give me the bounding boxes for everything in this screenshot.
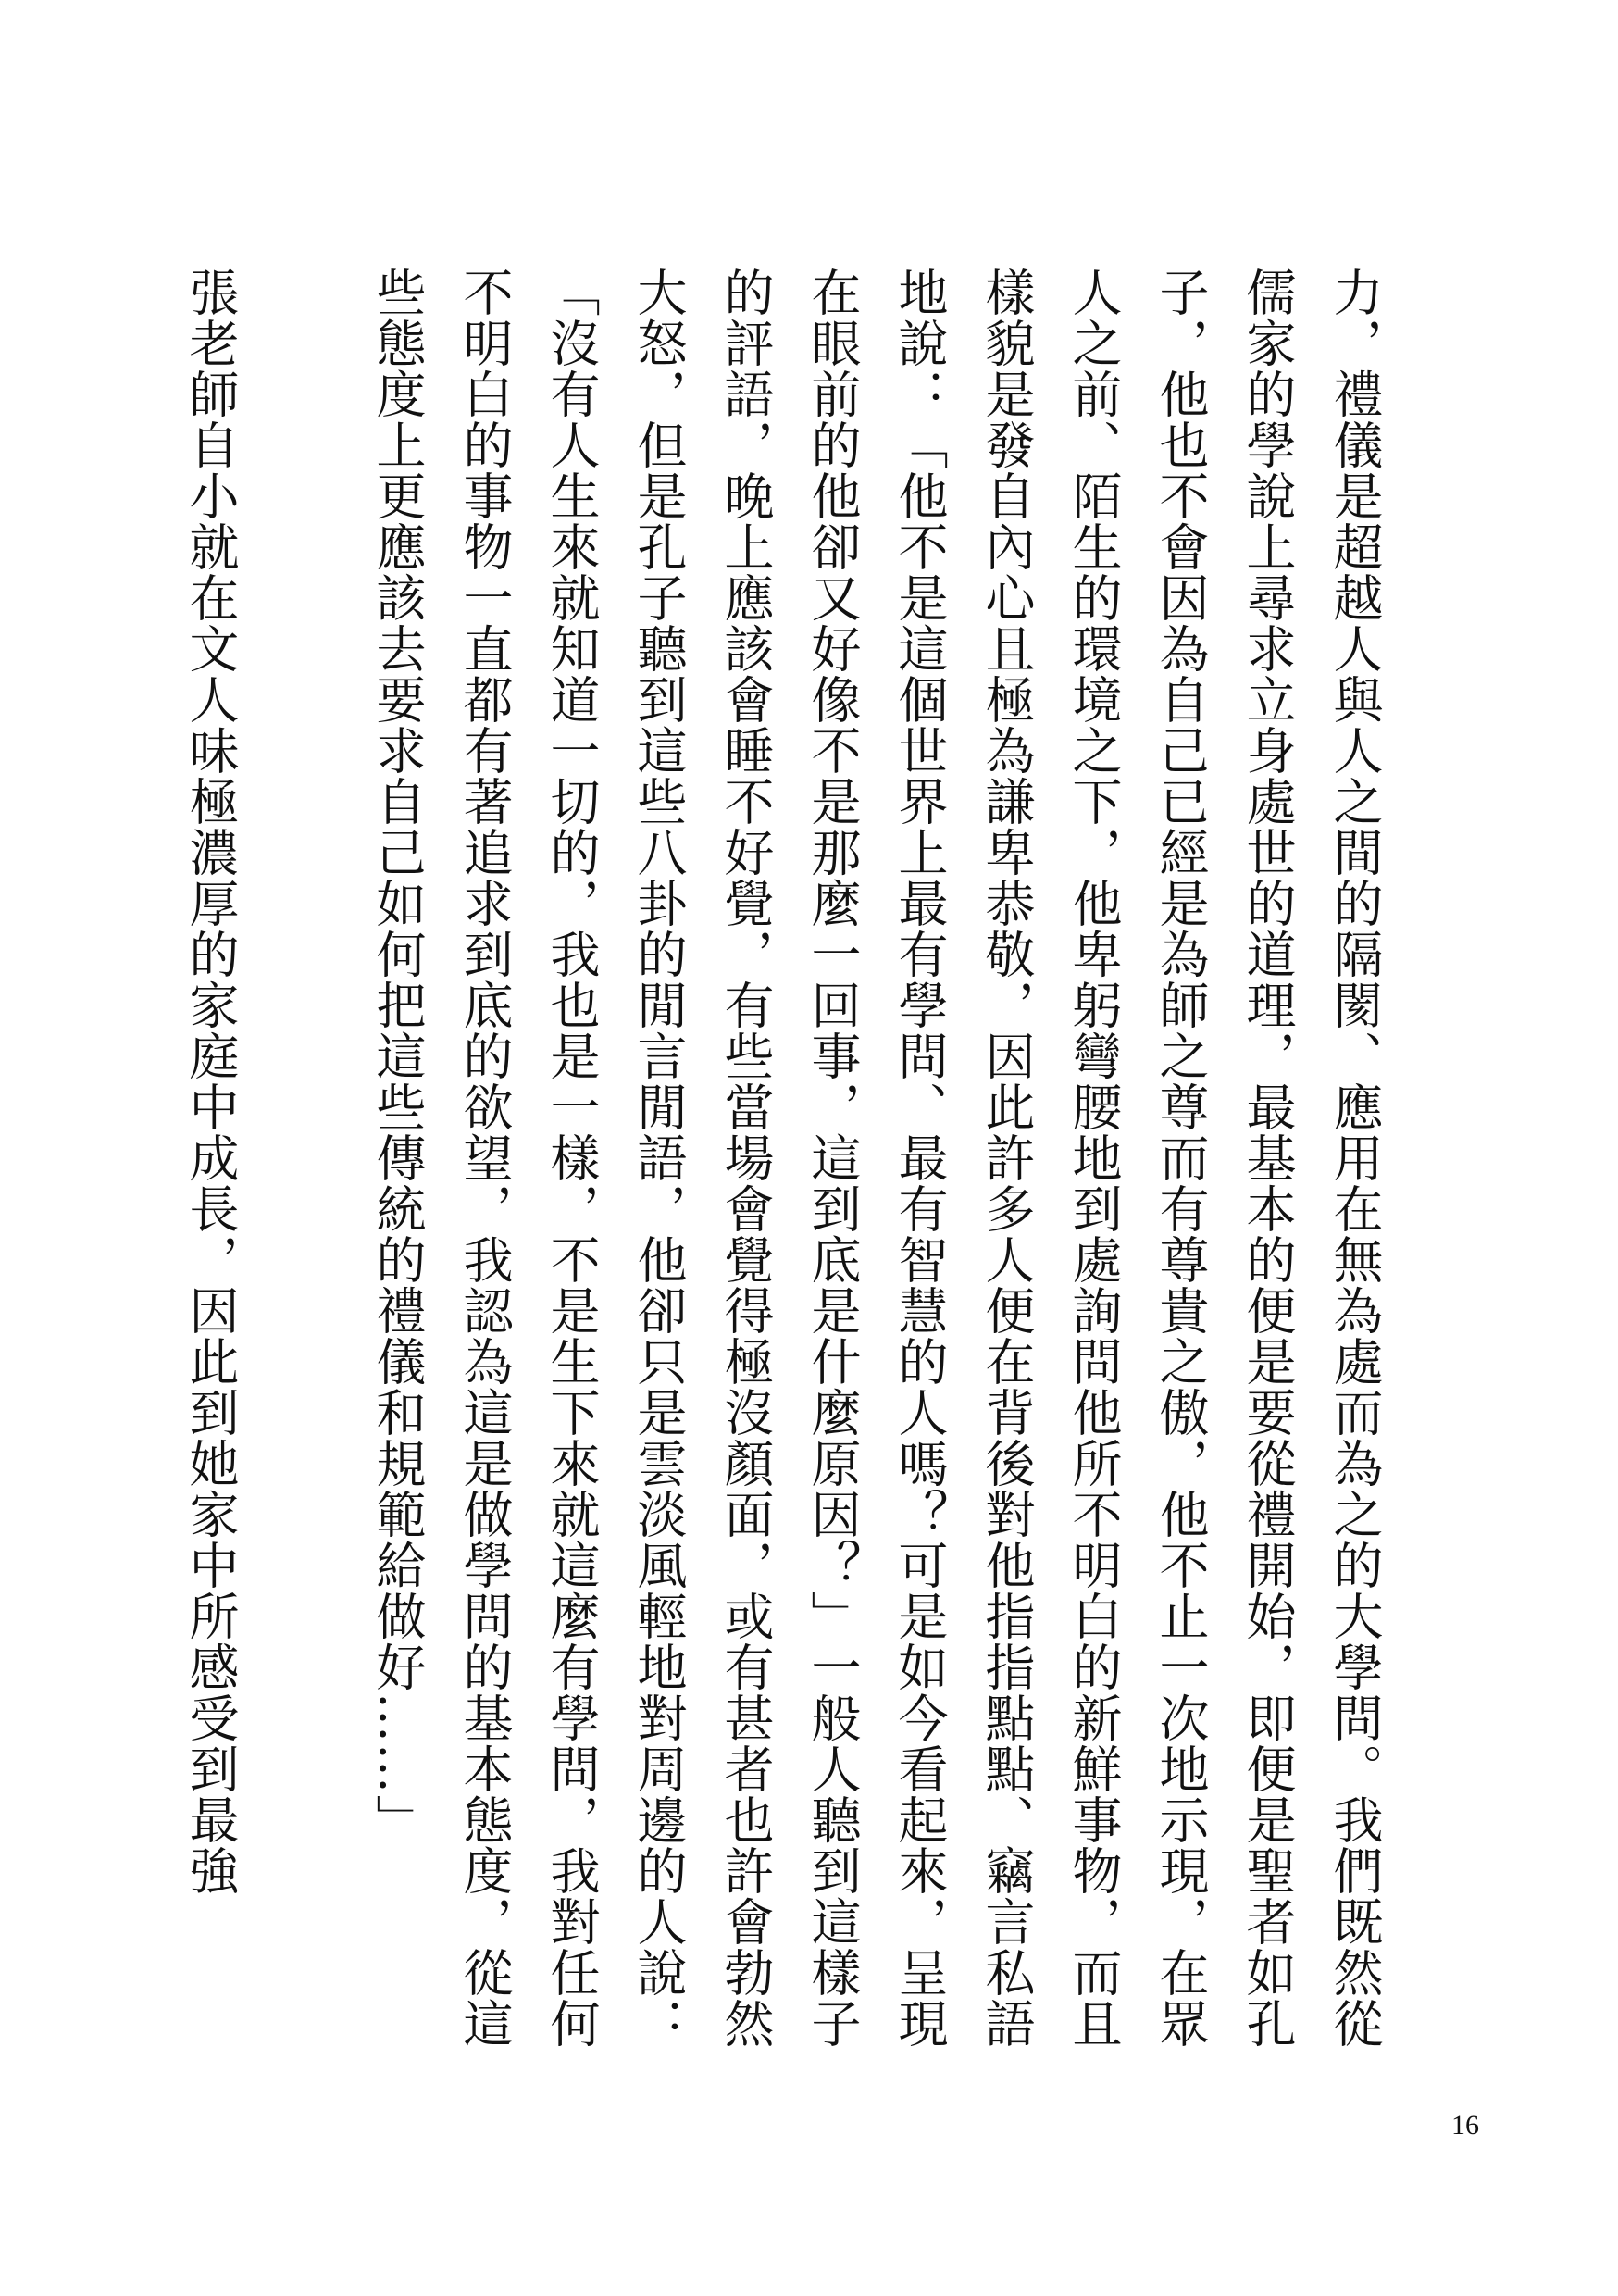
text-line: 地說：「他不是這個世界上最有學問、最有智慧的人嗎？可是如今看起來，呈現 <box>890 267 949 2049</box>
text-line: 子，他也不會因為自己已經是為師之尊而有尊貴之傲，他不止一次地示現，在眾 <box>1151 267 1210 2049</box>
text-line: 些態度上更應該去要求自己如何把這些傳統的禮儀和規範給做好……」 <box>368 267 427 1845</box>
text-line: 人之前、陌生的環境之下，他卑躬彎腰地到處詢問他所不明白的新鮮事物，而且 <box>1064 267 1123 2049</box>
vertical-text-body <box>181 267 1398 2100</box>
text-line: 的評語，晚上應該會睡不好覺，有些當場會覺得極沒顏面，或有甚者也許會勃然 <box>716 267 775 2049</box>
page-number: 16 <box>1451 2110 1479 2140</box>
text-line: 「沒有人生來就知道一切的，我也是一樣，不是生下來就這麼有學問，我對任何 <box>542 267 601 2049</box>
text-line: 大怒，但是孔子聽到這些八卦的閒言閒語，他卻只是雲淡風輕地對周邊的人說： <box>629 267 688 2049</box>
text-line: 不明白的事物一直都有著追求到底的欲望，我認為這是做學問的基本態度，從這 <box>455 267 514 2049</box>
text-line: 力，禮儀是超越人與人之間的隔閡、應用在無為處而為之的大學問。我們既然從 <box>1326 267 1384 2049</box>
text-line: 張老師自小就在文人味極濃厚的家庭中成長，因此到她家中所感受到最強 <box>181 267 240 1896</box>
text-line: 儒家的學說上尋求立身處世的道理，最基本的便是要從禮開始，即便是聖者如孔 <box>1238 267 1297 2049</box>
text-line: 樣貌是發自內心且極為謙卑恭敬，因此許多人便在背後對他指指點點、竊言私語 <box>977 267 1036 2049</box>
text-line: 在眼前的他卻又好像不是那麼一回事，這到底是什麼原因？」一般人聽到這樣子 <box>803 267 862 2049</box>
